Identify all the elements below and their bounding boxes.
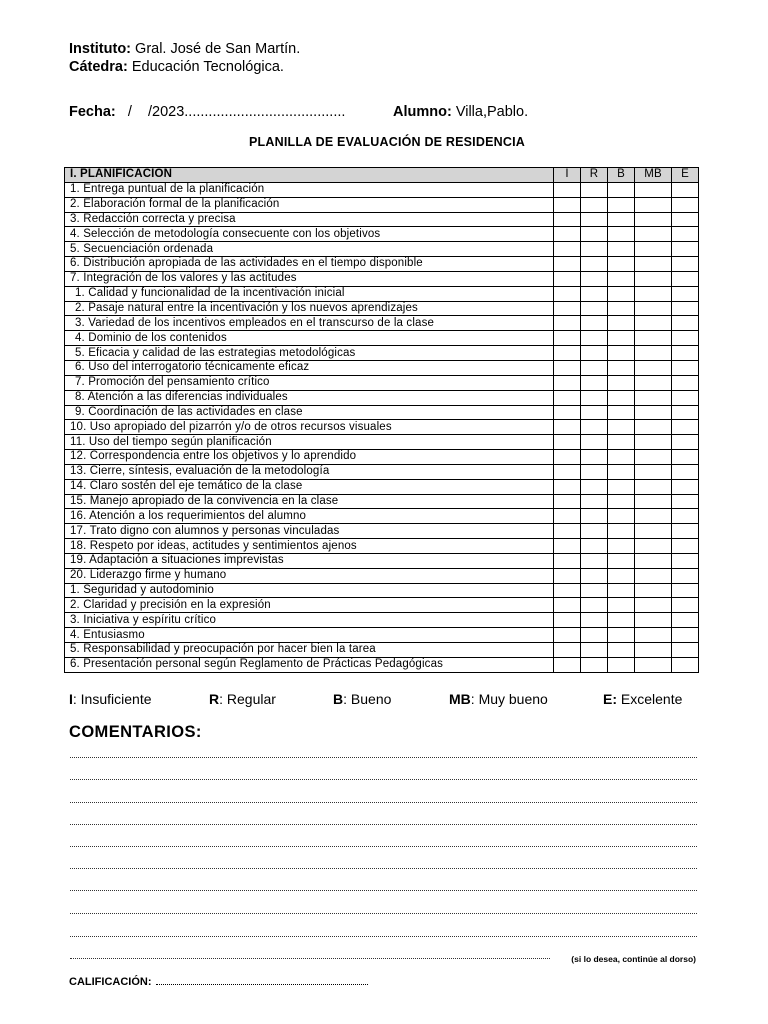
- criterion-label: 5. Eficacia y calidad de las estrategias metodológicas: [65, 346, 554, 361]
- criterion-label: 3. Iniciativa y espíritu crítico: [65, 613, 554, 628]
- score-cell-e[interactable]: [672, 182, 699, 197]
- score-cell-i[interactable]: [554, 227, 581, 242]
- score-cell-e[interactable]: [672, 494, 699, 509]
- criterion-label: 6. Uso del interrogatorio técnicamente eficaz: [65, 360, 554, 375]
- score-cell-i[interactable]: [554, 257, 581, 272]
- table-row: [65, 286, 699, 301]
- criterion-label: 20. Liderazgo firme y humano: [65, 568, 554, 583]
- criterion-label: 9. Coordinación de las actividades en clase: [65, 405, 554, 420]
- score-cell-i[interactable]: [554, 242, 581, 257]
- table-row: [65, 568, 699, 583]
- score-cell-b[interactable]: [608, 598, 635, 613]
- score-cell-mb[interactable]: [635, 583, 672, 598]
- score-cell-b[interactable]: [608, 464, 635, 479]
- score-cell-e[interactable]: [672, 301, 699, 316]
- score-cell-mb[interactable]: [635, 450, 672, 465]
- score-cell-b[interactable]: [608, 479, 635, 494]
- alumno-line: [393, 104, 528, 120]
- score-cell-mb[interactable]: [635, 346, 672, 361]
- section-header: I. PLANIFICACIÓN: [65, 168, 554, 183]
- score-cell-mb[interactable]: [635, 479, 672, 494]
- score-cell-mb[interactable]: [635, 524, 672, 539]
- legend-label: Regular: [226, 691, 276, 707]
- legend-key: E:: [603, 691, 617, 707]
- score-cell-e[interactable]: [672, 524, 699, 539]
- score-cell-mb[interactable]: [635, 375, 672, 390]
- score-cell-r[interactable]: [581, 271, 608, 286]
- score-cell-e[interactable]: [672, 257, 699, 272]
- table-row: [65, 494, 699, 509]
- criterion-label: 1. Entrega puntual de la planificación: [65, 182, 554, 197]
- comment-line[interactable]: [70, 802, 697, 803]
- score-cell-e[interactable]: [672, 613, 699, 628]
- comment-line[interactable]: [70, 890, 697, 891]
- criterion-label: 18. Respeto por ideas, actitudes y sentimientos ajenos: [65, 539, 554, 554]
- score-cell-b[interactable]: [608, 420, 635, 435]
- score-cell-e[interactable]: [672, 286, 699, 301]
- catedra-value: Educación Tecnológica.: [127, 59, 284, 75]
- legend-key: I: [69, 691, 73, 707]
- score-cell-b[interactable]: [608, 628, 635, 643]
- score-cell-r[interactable]: [581, 227, 608, 242]
- score-cell-i[interactable]: [554, 524, 581, 539]
- score-cell-r[interactable]: [581, 405, 608, 420]
- score-cell-e[interactable]: [672, 628, 699, 643]
- score-cell-i[interactable]: [554, 657, 581, 672]
- legend-bueno: [333, 691, 391, 707]
- score-cell-r[interactable]: [581, 657, 608, 672]
- table-header-row: [65, 168, 699, 183]
- score-cell-r[interactable]: [581, 420, 608, 435]
- score-cell-b[interactable]: [608, 286, 635, 301]
- table-row: [65, 375, 699, 390]
- instituto-value: Gral. José de San Martín.: [131, 41, 301, 57]
- criterion-label: 4. Dominio de los contenidos: [65, 331, 554, 346]
- score-cell-mb[interactable]: [635, 598, 672, 613]
- score-cell-i[interactable]: [554, 450, 581, 465]
- score-cell-b[interactable]: [608, 524, 635, 539]
- score-cell-i[interactable]: [554, 420, 581, 435]
- score-cell-mb[interactable]: [635, 360, 672, 375]
- score-cell-b[interactable]: [608, 568, 635, 583]
- continue-note: (si lo desea, continúe al dorso): [571, 954, 696, 964]
- score-cell-b[interactable]: [608, 450, 635, 465]
- score-cell-e[interactable]: [672, 316, 699, 331]
- score-cell-b[interactable]: [608, 509, 635, 524]
- score-cell-e[interactable]: [672, 405, 699, 420]
- score-cell-b[interactable]: [608, 613, 635, 628]
- score-cell-e[interactable]: [672, 464, 699, 479]
- score-cell-i[interactable]: [554, 390, 581, 405]
- score-cell-mb[interactable]: [635, 271, 672, 286]
- score-cell-r[interactable]: [581, 360, 608, 375]
- criterion-label: 17. Trato digno con alumnos y personas vinculadas: [65, 524, 554, 539]
- score-cell-b[interactable]: [608, 390, 635, 405]
- page-title: PLANILLA DE EVALUACIÓN DE RESIDENCIA: [249, 135, 525, 149]
- score-cell-mb[interactable]: [635, 390, 672, 405]
- legend-sep: :: [343, 691, 351, 707]
- score-cell-i[interactable]: [554, 583, 581, 598]
- legend-sep: :: [470, 691, 479, 707]
- score-cell-i[interactable]: [554, 346, 581, 361]
- score-cell-mb[interactable]: [635, 613, 672, 628]
- score-cell-b[interactable]: [608, 212, 635, 227]
- legend-key: R: [209, 691, 220, 707]
- score-cell-b[interactable]: [608, 539, 635, 554]
- fecha-line: [69, 104, 345, 120]
- table-row: [65, 539, 699, 554]
- score-cell-b[interactable]: [608, 360, 635, 375]
- score-cell-r[interactable]: [581, 583, 608, 598]
- criterion-label: 13. Cierre, síntesis, evaluación de la metodología: [65, 464, 554, 479]
- table-row: [65, 450, 699, 465]
- score-cell-mb[interactable]: [635, 435, 672, 450]
- criterion-label: 16. Atención a los requerimientos del alumno: [65, 509, 554, 524]
- score-cell-mb[interactable]: [635, 286, 672, 301]
- score-cell-i[interactable]: [554, 539, 581, 554]
- criterion-label: 1. Seguridad y autodominio: [65, 583, 554, 598]
- criterion-label: 2. Pasaje natural entre la incentivación y los nuevos aprendizajes: [65, 301, 554, 316]
- score-cell-r[interactable]: [581, 464, 608, 479]
- criterion-label: 15. Manejo apropiado de la convivencia en la clase: [65, 494, 554, 509]
- criterion-label: 12. Correspondencia entre los objetivos y lo aprendido: [65, 450, 554, 465]
- score-cell-i[interactable]: [554, 613, 581, 628]
- criterion-label: 10. Uso apropiado del pizarrón y/o de otros recursos visuales: [65, 420, 554, 435]
- catedra-line: [69, 59, 284, 75]
- fecha-value: / /2023........................................: [115, 104, 346, 120]
- score-cell-b[interactable]: [608, 346, 635, 361]
- criterion-label: 11. Uso del tiempo según planificación: [65, 435, 554, 450]
- score-cell-mb[interactable]: [635, 212, 672, 227]
- score-cell-i[interactable]: [554, 405, 581, 420]
- score-cell-i[interactable]: [554, 271, 581, 286]
- score-cell-mb[interactable]: [635, 316, 672, 331]
- comment-line[interactable]: [70, 846, 697, 847]
- score-cell-e[interactable]: [672, 346, 699, 361]
- comment-line[interactable]: [70, 913, 697, 914]
- score-cell-i[interactable]: [554, 553, 581, 568]
- score-cell-b[interactable]: [608, 331, 635, 346]
- score-cell-e[interactable]: [672, 568, 699, 583]
- legend-sep: :: [219, 691, 227, 707]
- table-row: [65, 316, 699, 331]
- legend-key: B: [333, 691, 344, 707]
- table-row: [65, 227, 699, 242]
- score-cell-b[interactable]: [608, 242, 635, 257]
- score-cell-b[interactable]: [608, 435, 635, 450]
- table-row: [65, 405, 699, 420]
- score-cell-r[interactable]: [581, 553, 608, 568]
- score-cell-i[interactable]: [554, 643, 581, 658]
- criterion-label: 6. Presentación personal según Reglamento de Prácticas Pedagógicas: [65, 657, 554, 672]
- criterion-label: 3. Redacción correcta y precisa: [65, 212, 554, 227]
- score-cell-mb[interactable]: [635, 405, 672, 420]
- table-row: [65, 360, 699, 375]
- score-cell-i[interactable]: [554, 316, 581, 331]
- score-cell-i[interactable]: [554, 479, 581, 494]
- score-cell-b[interactable]: [608, 405, 635, 420]
- table-row: [65, 390, 699, 405]
- table-row: [65, 182, 699, 197]
- comment-line[interactable]: [70, 868, 697, 869]
- score-cell-r[interactable]: [581, 316, 608, 331]
- score-cell-r[interactable]: [581, 494, 608, 509]
- score-cell-b[interactable]: [608, 182, 635, 197]
- table-row: [65, 242, 699, 257]
- score-cell-e[interactable]: [672, 643, 699, 658]
- scale-header-e: E: [672, 168, 699, 183]
- score-cell-e[interactable]: [672, 509, 699, 524]
- table-row: [65, 435, 699, 450]
- score-cell-b[interactable]: [608, 657, 635, 672]
- score-cell-mb[interactable]: [635, 509, 672, 524]
- score-cell-r[interactable]: [581, 346, 608, 361]
- score-cell-e[interactable]: [672, 227, 699, 242]
- score-cell-mb[interactable]: [635, 197, 672, 212]
- score-cell-r[interactable]: [581, 301, 608, 316]
- score-cell-e[interactable]: [672, 375, 699, 390]
- criterion-label: 2. Claridad y precisión en la expresión: [65, 598, 554, 613]
- score-cell-b[interactable]: [608, 553, 635, 568]
- score-cell-b[interactable]: [608, 227, 635, 242]
- score-cell-r[interactable]: [581, 479, 608, 494]
- criterion-label: 7. Integración de los valores y las actitudes: [65, 271, 554, 286]
- score-cell-r[interactable]: [581, 568, 608, 583]
- score-cell-b[interactable]: [608, 197, 635, 212]
- score-cell-mb[interactable]: [635, 464, 672, 479]
- score-cell-b[interactable]: [608, 494, 635, 509]
- score-cell-e[interactable]: [672, 657, 699, 672]
- score-cell-e[interactable]: [672, 242, 699, 257]
- score-cell-r[interactable]: [581, 375, 608, 390]
- score-cell-e[interactable]: [672, 197, 699, 212]
- score-cell-e[interactable]: [672, 271, 699, 286]
- score-cell-e[interactable]: [672, 435, 699, 450]
- score-cell-e[interactable]: [672, 390, 699, 405]
- score-cell-i[interactable]: [554, 598, 581, 613]
- table-row: [65, 613, 699, 628]
- table-row: [65, 464, 699, 479]
- table-row: [65, 583, 699, 598]
- score-cell-i[interactable]: [554, 331, 581, 346]
- criterion-label: 4. Entusiasmo: [65, 628, 554, 643]
- legend-insuficiente: [69, 691, 152, 707]
- fecha-label: Fecha:: [69, 104, 116, 120]
- score-cell-i[interactable]: [554, 464, 581, 479]
- score-cell-i[interactable]: [554, 212, 581, 227]
- score-cell-mb[interactable]: [635, 628, 672, 643]
- score-cell-e[interactable]: [672, 450, 699, 465]
- score-cell-r[interactable]: [581, 331, 608, 346]
- table-row: [65, 509, 699, 524]
- score-cell-b[interactable]: [608, 643, 635, 658]
- score-cell-i[interactable]: [554, 435, 581, 450]
- alumno-label: Alumno:: [393, 104, 452, 120]
- comment-line[interactable]: [70, 757, 697, 758]
- table-row: [65, 657, 699, 672]
- score-cell-mb[interactable]: [635, 568, 672, 583]
- criterion-label: 1. Calidad y funcionalidad de la incentivación inicial: [65, 286, 554, 301]
- score-cell-mb[interactable]: [635, 657, 672, 672]
- criterion-label: 5. Secuenciación ordenada: [65, 242, 554, 257]
- legend-label: Insuficiente: [80, 691, 152, 707]
- criterion-label: 7. Promoción del pensamiento crítico: [65, 375, 554, 390]
- comment-line[interactable]: [70, 958, 550, 959]
- criterion-label: 3. Variedad de los incentivos empleados en el transcurso de la clase: [65, 316, 554, 331]
- table-row: [65, 628, 699, 643]
- score-cell-r[interactable]: [581, 286, 608, 301]
- score-cell-r[interactable]: [581, 435, 608, 450]
- alumno-value: Villa,Pablo.: [451, 104, 529, 120]
- score-cell-e[interactable]: [672, 331, 699, 346]
- table-row: [65, 197, 699, 212]
- score-cell-i[interactable]: [554, 360, 581, 375]
- score-cell-i[interactable]: [554, 628, 581, 643]
- criterion-label: 4. Selección de metodología consecuente con los objetivos: [65, 227, 554, 242]
- table-row: [65, 271, 699, 286]
- table-body: [65, 182, 699, 672]
- calificacion-line: [69, 976, 368, 988]
- score-cell-r[interactable]: [581, 257, 608, 272]
- criterion-label: 19. Adaptación a situaciones imprevistas: [65, 553, 554, 568]
- score-cell-b[interactable]: [608, 583, 635, 598]
- score-cell-i[interactable]: [554, 301, 581, 316]
- legend-excelente: [603, 691, 682, 707]
- score-cell-r[interactable]: [581, 197, 608, 212]
- evaluation-table: [64, 167, 699, 673]
- score-cell-r[interactable]: [581, 390, 608, 405]
- criterion-label: 5. Responsabilidad y preocupación por hacer bien la tarea: [65, 643, 554, 658]
- score-cell-r[interactable]: [581, 628, 608, 643]
- score-cell-r[interactable]: [581, 613, 608, 628]
- score-cell-i[interactable]: [554, 509, 581, 524]
- score-cell-r[interactable]: [581, 450, 608, 465]
- score-cell-r[interactable]: [581, 212, 608, 227]
- table-row: [65, 643, 699, 658]
- table-row: [65, 420, 699, 435]
- score-cell-e[interactable]: [672, 360, 699, 375]
- legend-sep: :: [72, 691, 81, 707]
- table-row: [65, 301, 699, 316]
- score-cell-mb[interactable]: [635, 301, 672, 316]
- score-cell-r[interactable]: [581, 598, 608, 613]
- score-cell-b[interactable]: [608, 257, 635, 272]
- score-cell-r[interactable]: [581, 509, 608, 524]
- score-cell-mb[interactable]: [635, 257, 672, 272]
- score-cell-r[interactable]: [581, 182, 608, 197]
- table-row: [65, 598, 699, 613]
- comment-line[interactable]: [70, 824, 697, 825]
- calificacion-field[interactable]: [156, 984, 368, 985]
- score-cell-b[interactable]: [608, 375, 635, 390]
- score-cell-r[interactable]: [581, 242, 608, 257]
- scale-header-mb: MB: [635, 168, 672, 183]
- table-row: [65, 331, 699, 346]
- table-row: [65, 346, 699, 361]
- score-cell-mb[interactable]: [635, 331, 672, 346]
- score-cell-e[interactable]: [672, 420, 699, 435]
- score-cell-i[interactable]: [554, 182, 581, 197]
- legend-key: MB: [449, 691, 471, 707]
- score-cell-e[interactable]: [672, 583, 699, 598]
- score-cell-mb[interactable]: [635, 242, 672, 257]
- criterion-label: 6. Distribución apropiada de las actividades en el tiempo disponible: [65, 257, 554, 272]
- score-cell-i[interactable]: [554, 494, 581, 509]
- score-cell-mb[interactable]: [635, 643, 672, 658]
- legend-label: Excelente: [620, 691, 683, 707]
- score-cell-mb[interactable]: [635, 227, 672, 242]
- criterion-label: 2. Elaboración formal de la planificación: [65, 197, 554, 212]
- score-cell-mb[interactable]: [635, 539, 672, 554]
- score-cell-b[interactable]: [608, 271, 635, 286]
- score-cell-e[interactable]: [672, 479, 699, 494]
- score-cell-e[interactable]: [672, 598, 699, 613]
- table-row: [65, 212, 699, 227]
- score-cell-i[interactable]: [554, 375, 581, 390]
- score-cell-i[interactable]: [554, 568, 581, 583]
- instituto-label: Instituto:: [69, 41, 132, 57]
- score-cell-e[interactable]: [672, 212, 699, 227]
- score-cell-mb[interactable]: [635, 553, 672, 568]
- scale-header-i: I: [554, 168, 581, 183]
- score-cell-e[interactable]: [672, 539, 699, 554]
- score-cell-b[interactable]: [608, 316, 635, 331]
- score-cell-r[interactable]: [581, 643, 608, 658]
- score-cell-r[interactable]: [581, 524, 608, 539]
- scale-header-r: R: [581, 168, 608, 183]
- legend-muy-bueno: [449, 691, 548, 707]
- instituto-line: [69, 41, 300, 57]
- table-row: [65, 257, 699, 272]
- table-row: [65, 553, 699, 568]
- score-cell-b[interactable]: [608, 301, 635, 316]
- table-row: [65, 524, 699, 539]
- criterion-label: 14. Claro sostén del eje temático de la clase: [65, 479, 554, 494]
- score-cell-r[interactable]: [581, 539, 608, 554]
- score-cell-i[interactable]: [554, 197, 581, 212]
- comment-line[interactable]: [70, 779, 697, 780]
- comments-title: COMENTARIOS:: [69, 723, 202, 741]
- legend-regular: [209, 691, 276, 707]
- score-cell-mb[interactable]: [635, 182, 672, 197]
- legend-label: Muy bueno: [478, 691, 548, 707]
- score-cell-e[interactable]: [672, 553, 699, 568]
- legend-label: Bueno: [350, 691, 392, 707]
- score-cell-i[interactable]: [554, 286, 581, 301]
- criterion-label: 8. Atención a las diferencias individuales: [65, 390, 554, 405]
- table-row: [65, 479, 699, 494]
- score-cell-mb[interactable]: [635, 420, 672, 435]
- score-cell-mb[interactable]: [635, 494, 672, 509]
- calificacion-label: CALIFICACIÓN:: [69, 976, 152, 988]
- comment-line[interactable]: [70, 936, 697, 937]
- catedra-label: Cátedra:: [69, 59, 128, 75]
- scale-header-b: B: [608, 168, 635, 183]
